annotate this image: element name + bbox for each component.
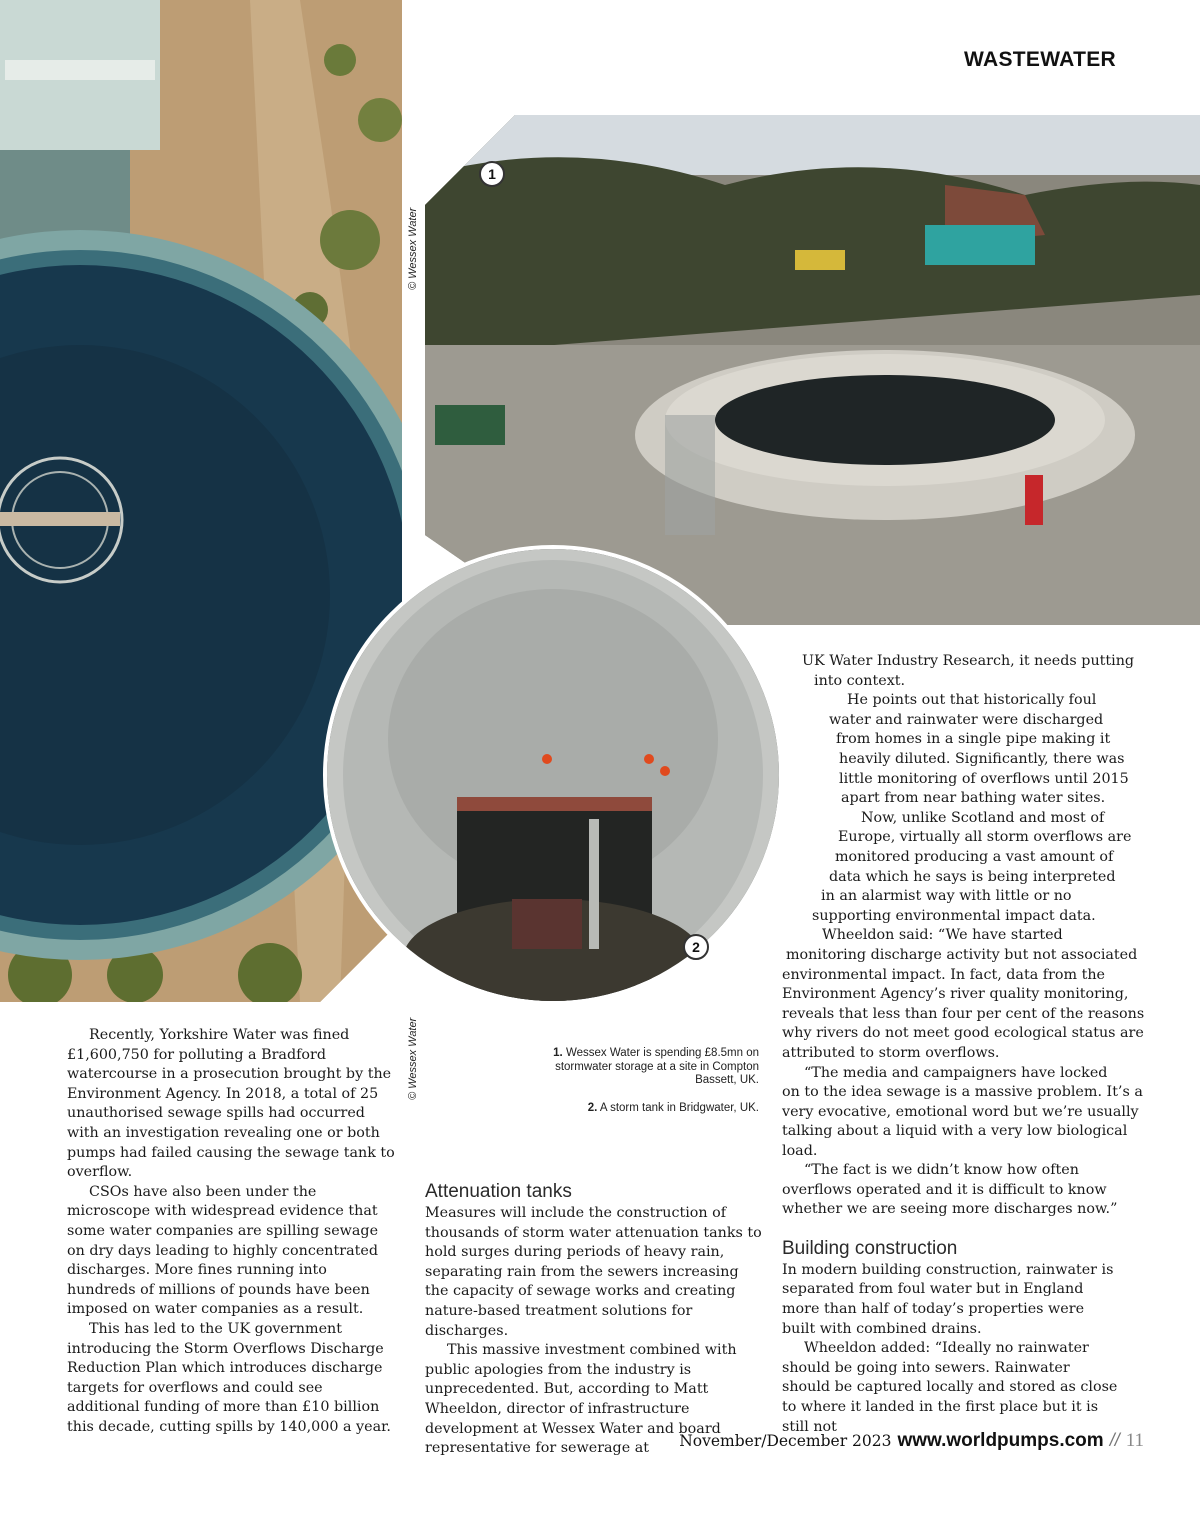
body-line: in an alarmist way with little or no: [821, 888, 1072, 905]
page-number: 11: [1125, 1430, 1144, 1451]
body-line: He points out that historically foul: [847, 692, 1097, 709]
body-line: reveals that less than four per cent of the reasons: [782, 1005, 1145, 1022]
body-line: from homes in a single pipe making it: [836, 731, 1111, 748]
section-heading: Attenuation tanks: [425, 1181, 572, 1202]
body-paragraph: Wheeldon added: “Ideally no rainwater should be going into sewers. Rainwater should be captured locally and stored as close to where it landed in the first place but it is still not: [782, 1340, 1118, 1435]
article-column-1: [67, 1026, 397, 1437]
storm-tank-photo: [323, 545, 783, 1005]
body-line: little monitoring of overflows until 2015: [839, 770, 1129, 787]
body-paragraph: Recently, Yorkshire Water was fined £1,600,750 for polluting a Bradford watercourse in a prosecution brought by the Environment Agency. In 2018, a total of 25 unauthorised sewage spills had occurred with an investigation revealing one or both pumps had failed causing the sewage tank to overflow.: [67, 1027, 395, 1181]
body-line: apart from near bathing water sites.: [841, 790, 1106, 807]
body-line: on to the idea sewage is a massive problem. It’s a: [782, 1084, 1143, 1101]
body-paragraph: CSOs have also been under the microscope with widespread evidence that some water companies are spilling sewage on dry days leading to highly concentrated discharges. More fines running into hundreds of millions of pounds have been imposed on water companies as a result.: [67, 1183, 379, 1318]
photo-2-badge: 2: [683, 934, 709, 960]
body-paragraph: In modern building construction, rainwater is separated from foul water but in England more than half of today’s properties were built with combined drains.: [782, 1261, 1114, 1337]
issue-date: November/December 2023: [679, 1432, 892, 1450]
body-line: data which he says is being interpreted: [829, 868, 1116, 885]
body-line: environmental impact. In fact, data from the: [782, 966, 1106, 983]
page-footer: [679, 1430, 1144, 1452]
photo-captions: [520, 1047, 759, 1129]
body-line: supporting environmental impact data.: [812, 907, 1096, 924]
footer-separator: //: [1109, 1430, 1120, 1450]
photo-1-badge: 1: [479, 161, 505, 187]
body-paragraph: Measures will include the construction of thousands of storm water attenuation tanks to hold surges during periods of heavy rain, separating rain from the sewers increasing the capacity of sewage works and creating nature-based treatment solutions for discharges.: [425, 1205, 762, 1339]
body-line: monitoring discharge activity but not associated: [786, 947, 1138, 963]
caption-1: 1. Wessex Water is spending £8.5mn on stormwater storage at a site in Compton Bassett, UK.: [553, 1047, 759, 1086]
website-link[interactable]: www.worldpumps.com: [897, 1430, 1104, 1451]
photo-credit: © Wessex Water: [407, 207, 419, 290]
body-line: very evocative, emotional word but we’re usually: [782, 1103, 1139, 1120]
caption-2: 2. A storm tank in Bridgwater, UK.: [587, 1101, 759, 1114]
body-paragraph: This has led to the UK government introducing the Storm Overflows Discharge Reduction Plan which introduces discharge targets for overflows and could see additional funding of more than £10 billion this decade, cutting spills by 140,000 a year.: [67, 1320, 391, 1435]
body-paragraph: “The fact is we didn’t know how often overflows operated and it is difficult to know whether we are seeing more discharges now.”: [782, 1162, 1118, 1218]
body-line: UK Water Industry Research, it needs putting: [802, 653, 1135, 669]
body-line: Environment Agency’s river quality monitoring,: [782, 986, 1129, 1003]
section-label: WASTEWATER: [964, 48, 1116, 71]
article-column-3: [782, 1161, 1118, 1437]
article-column-2: [425, 1180, 765, 1459]
body-line: heavily diluted. Significantly, there was: [839, 751, 1125, 767]
body-line: into context.: [814, 672, 906, 689]
body-line: why rivers do not meet good ecological status are: [782, 1025, 1144, 1042]
body-line: Now, unlike Scotland and most of: [861, 809, 1105, 826]
body-line: monitored producing a vast amount of: [835, 849, 1114, 865]
body-line: water and rainwater were discharged: [829, 711, 1104, 728]
body-line: load.: [782, 1143, 818, 1159]
body-line: Wheeldon said: “We have started: [822, 927, 1063, 944]
photo-credit: © Wessex Water: [407, 1017, 419, 1100]
body-line: “The media and campaigners have locked: [804, 1064, 1108, 1081]
body-paragraph: This massive investment combined with public apologies from the industry is unprecedented. But, according to Matt Wheeldon, director of infrastructure development at Wessex Water and board representative for sewerage at: [425, 1342, 737, 1457]
body-line: Europe, virtually all storm overflows are: [838, 829, 1132, 846]
section-heading: Building construction: [782, 1237, 958, 1259]
body-line: talking about a liquid with a very low biological: [782, 1123, 1128, 1140]
body-line: attributed to storm overflows.: [782, 1045, 1000, 1061]
